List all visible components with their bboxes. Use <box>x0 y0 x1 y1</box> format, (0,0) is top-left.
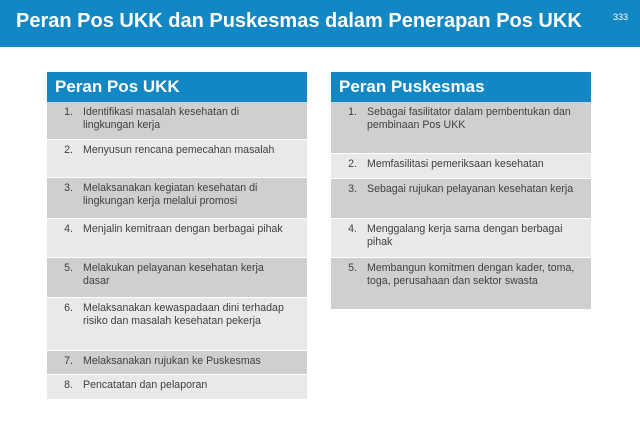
pos-ukk-header: Peran Pos UKK <box>47 72 307 102</box>
item-text: Melaksanakan rujukan ke Puskesmas <box>83 355 261 367</box>
list-item <box>331 179 591 219</box>
item-text: Melakukan pelayanan kesehatan kerja dasar <box>83 262 264 287</box>
pos-ukk-panel <box>47 72 307 400</box>
puskesmas-panel <box>331 72 591 310</box>
item-text: Menjalin kemitraan dengan berbagai pihak <box>83 223 283 235</box>
item-number: 5. <box>348 262 357 274</box>
list-item <box>47 258 307 298</box>
puskesmas-header: Peran Puskesmas <box>331 72 591 102</box>
item-number: 7. <box>64 355 73 367</box>
page-number: 333 <box>612 12 628 22</box>
item-text: Sebagai rujukan pelayanan kesehatan kerja <box>367 183 574 195</box>
list-item <box>331 102 591 154</box>
item-text: Menggalang kerja sama dengan berbagai pihak <box>367 223 563 248</box>
item-number: 5. <box>64 262 73 274</box>
list-item <box>331 219 591 258</box>
item-number: 6. <box>64 302 73 314</box>
item-text: Membangun komitmen dengan kader, toma, toga, perusahaan dan sektor swasta <box>367 262 575 287</box>
item-text: Menyusun rencana pemecahan masalah <box>83 144 275 156</box>
item-text: Melaksanakan kegiatan kesehatan di lingkungan kerja melalui promosi <box>83 182 258 207</box>
item-number: 4. <box>64 223 73 235</box>
list-item <box>47 298 307 351</box>
item-number: 4. <box>348 223 357 235</box>
list-item <box>47 140 307 178</box>
item-number: 3. <box>348 183 357 195</box>
list-item <box>331 258 591 310</box>
item-text: Melaksanakan kewaspadaan dini terhadap risiko dan masalah kesehatan pekerja <box>83 302 284 327</box>
item-text: Pencatatan dan pelaporan <box>83 379 208 391</box>
item-number: 1. <box>64 106 73 118</box>
list-item <box>47 375 307 400</box>
list-item <box>331 154 591 179</box>
pos-ukk-list <box>47 102 307 400</box>
slide-title: Peran Pos UKK dan Puskesmas dalam Penerapan Pos UKK <box>16 10 582 32</box>
item-text: Identifikasi masalah kesehatan di lingkungan kerja <box>83 106 240 131</box>
item-text: Sebagai fasilitator dalam pembentukan dan pembinaan Pos UKK <box>367 106 571 131</box>
item-number: 1. <box>348 106 357 118</box>
item-number: 8. <box>64 379 73 391</box>
item-number: 2. <box>348 158 357 170</box>
list-item <box>47 351 307 375</box>
puskesmas-list <box>331 102 591 310</box>
list-item <box>47 102 307 140</box>
title-bar <box>0 0 640 47</box>
list-item <box>47 219 307 258</box>
item-number: 2. <box>64 144 73 156</box>
item-text: Memfasilitasi pemeriksaan kesehatan <box>367 158 544 170</box>
list-item <box>47 178 307 219</box>
item-number: 3. <box>64 182 73 194</box>
